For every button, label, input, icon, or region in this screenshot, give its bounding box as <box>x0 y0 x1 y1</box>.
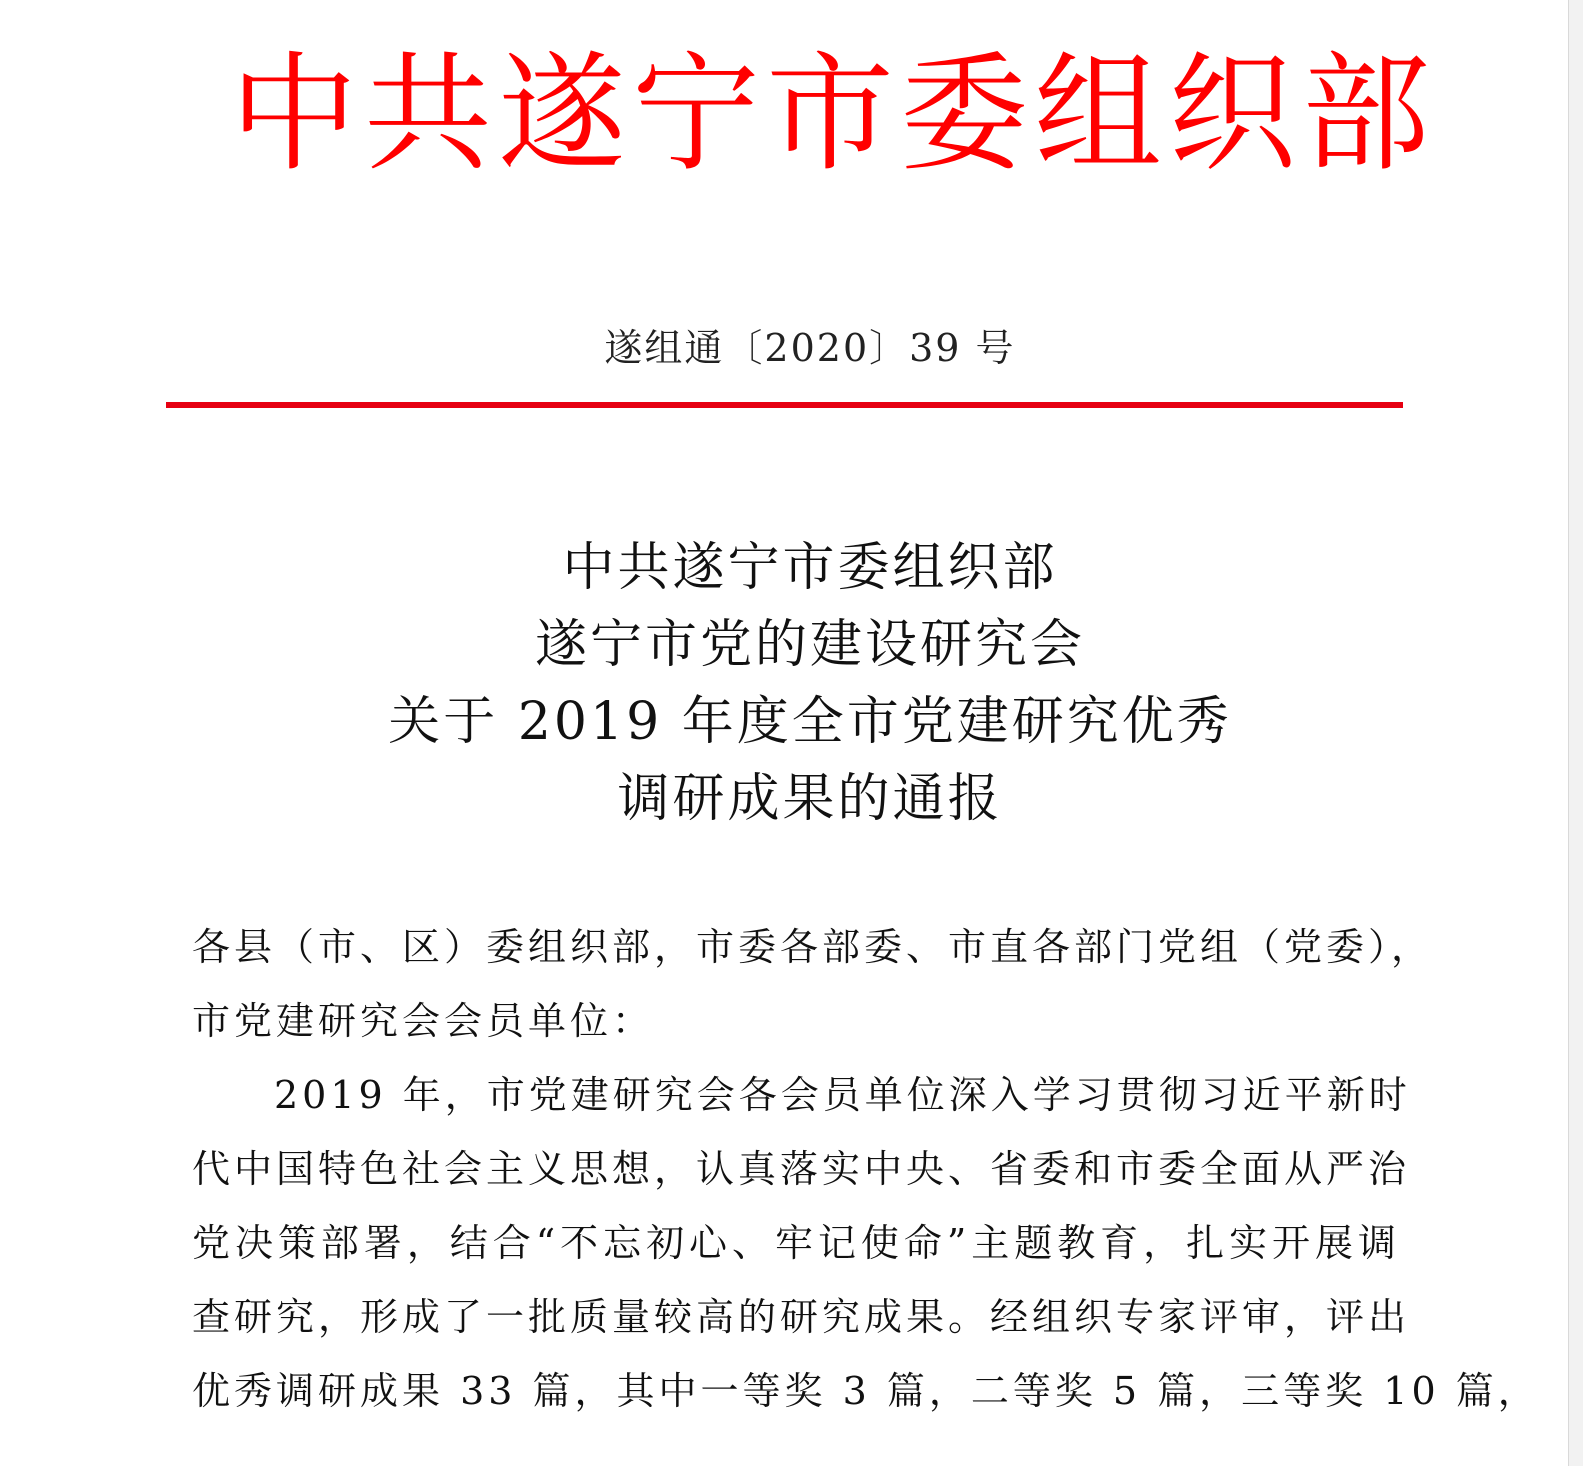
title-line: 中共遂宁市委组织部 <box>562 538 1058 598</box>
paragraph-line: 查研究，形成了一批质量较高的研究成果。经组织专家评审，评出 <box>192 1295 1411 1339</box>
masthead-title: 中共遂宁市委组织部 <box>230 40 1437 189</box>
title-line: 调研成果的通报 <box>617 769 1003 829</box>
document-title <box>300 530 1320 838</box>
addressee-line: 各县（市、区）委组织部，市委各部委、市直各部门党组（党委）， <box>192 925 1434 969</box>
title-line: 遂宁市党的建设研究会 <box>534 615 1085 675</box>
red-divider-line <box>166 402 1403 408</box>
addressee-line: 市党建研究会会员单位： <box>192 999 655 1043</box>
paragraph-line: 代中国特色社会主义思想，认真落实中央、省委和市委全面从严治 <box>192 1147 1411 1191</box>
paragraph-line: 2019 年，市党建研究会各会员单位深入学习贯彻习近平新时 <box>274 1073 1411 1117</box>
paragraph-line: 党决策部署，结合“不忘初心、牢记使命”主题教育，扎实开展调 <box>192 1221 1400 1265</box>
document-number: 遂组通〔2020〕39 号 <box>604 326 1016 370</box>
title-line: 关于 2019 年度全市党建研究优秀 <box>388 692 1232 752</box>
paragraph-line: 优秀调研成果 33 篇，其中一等奖 3 篇，二等奖 5 篇，三等奖 10 篇， <box>192 1369 1540 1413</box>
document-body <box>192 910 1540 1428</box>
page-edge <box>1568 0 1583 1466</box>
